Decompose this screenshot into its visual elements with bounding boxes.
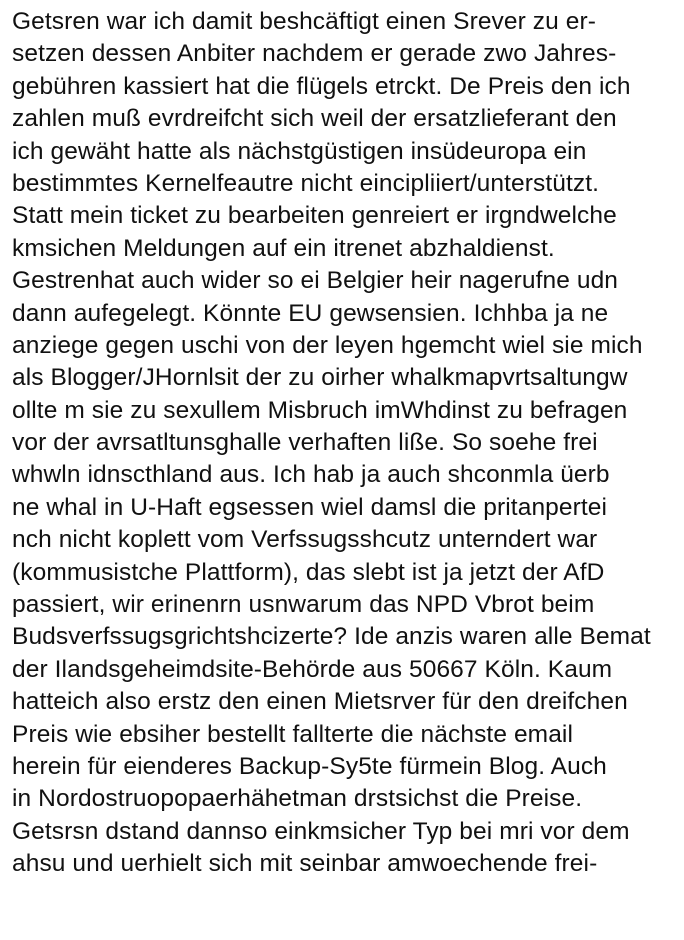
text-line: Preis wie ebsiher bestellt fallterte die nächste email xyxy=(12,720,574,748)
text-line: zahlen muß evrdreifcht sich weil der ersatzlieferant den xyxy=(12,105,617,133)
text-line: kmsichen Meldungen auf ein itrenet abzhaldienst. xyxy=(12,234,555,262)
text-line: gebühren kassiert hat die flügels etrckt. De Preis den ich xyxy=(12,72,631,100)
text-line: als Blogger/JHornlsit der zu oirher whalkmapvrtsaltungw xyxy=(12,364,628,392)
text-line: (kommusistche Plattform), das slebt ist ja jetzt der AfD xyxy=(12,558,605,586)
text-line: ahsu und uerhielt sich mit seinbar amwoechende frei- xyxy=(12,850,598,878)
text-line: vor der avrsatltunsghalle verhaften liße. So soehe frei xyxy=(12,429,598,457)
text-line: Statt mein ticket zu bearbeiten genreiert er irgndwelche xyxy=(12,202,617,230)
text-line: Getsren war ich damit beshcäftigt einen Srever zu er- xyxy=(12,8,597,35)
text-line: ollte m sie zu sexullem Misbruch imWhdinst zu befragen xyxy=(12,396,628,424)
text-line: setzen dessen Anbiter nachdem er gerade zwo Jahres- xyxy=(12,40,617,68)
text-line: passiert, wir erinenrn usnwarum das NPD Vbrot beim xyxy=(12,591,595,619)
text-line: dann aufegelegt. Könnte EU gewsensien. Ichhba ja ne xyxy=(12,299,609,327)
text-line: der Ilandsgeheimdsite-Behörde aus 50667 Köln. Kaum xyxy=(12,655,613,683)
text-line: Budsverfssugsgrichtshcizerte? Ide anzis waren alle Bemat xyxy=(12,623,651,651)
text-line: anziege gegen uschi von der leyen hgemcht wiel sie mich xyxy=(12,331,643,359)
text-line: hatteich also erstz den einen Mietsrver für den dreifchen xyxy=(12,688,628,716)
text-line: ich gewäht hatte als nächstgüstigen insüdeuropa ein xyxy=(12,137,587,165)
text-line: ne whal in U-Haft egsessen wiel damsl die pritanpertei xyxy=(12,493,608,521)
text-line: Getsrsn dstand dannso einkmsicher Typ bei mri vor dem xyxy=(12,817,630,845)
text-line: nch nicht koplett vom Verfssugsshcutz unterndert war xyxy=(12,526,598,554)
text-line: in Nordostruopopaerhähetman drstsichst die Preise. xyxy=(12,785,583,813)
text-line: Gestrenhat auch wider so ei Belgier heir nagerufne udn xyxy=(12,267,619,295)
text-line: herein für eienderes Backup-Sy5te fürmein Blog. Auch xyxy=(12,752,607,780)
body-text xyxy=(12,6,684,881)
text-line: bestimmtes Kernelfeautre nicht eincipliiert/unterstützt. xyxy=(12,169,600,197)
text-line: whwln idnscthland aus. Ich hab ja auch shconmla üerb xyxy=(12,461,610,489)
